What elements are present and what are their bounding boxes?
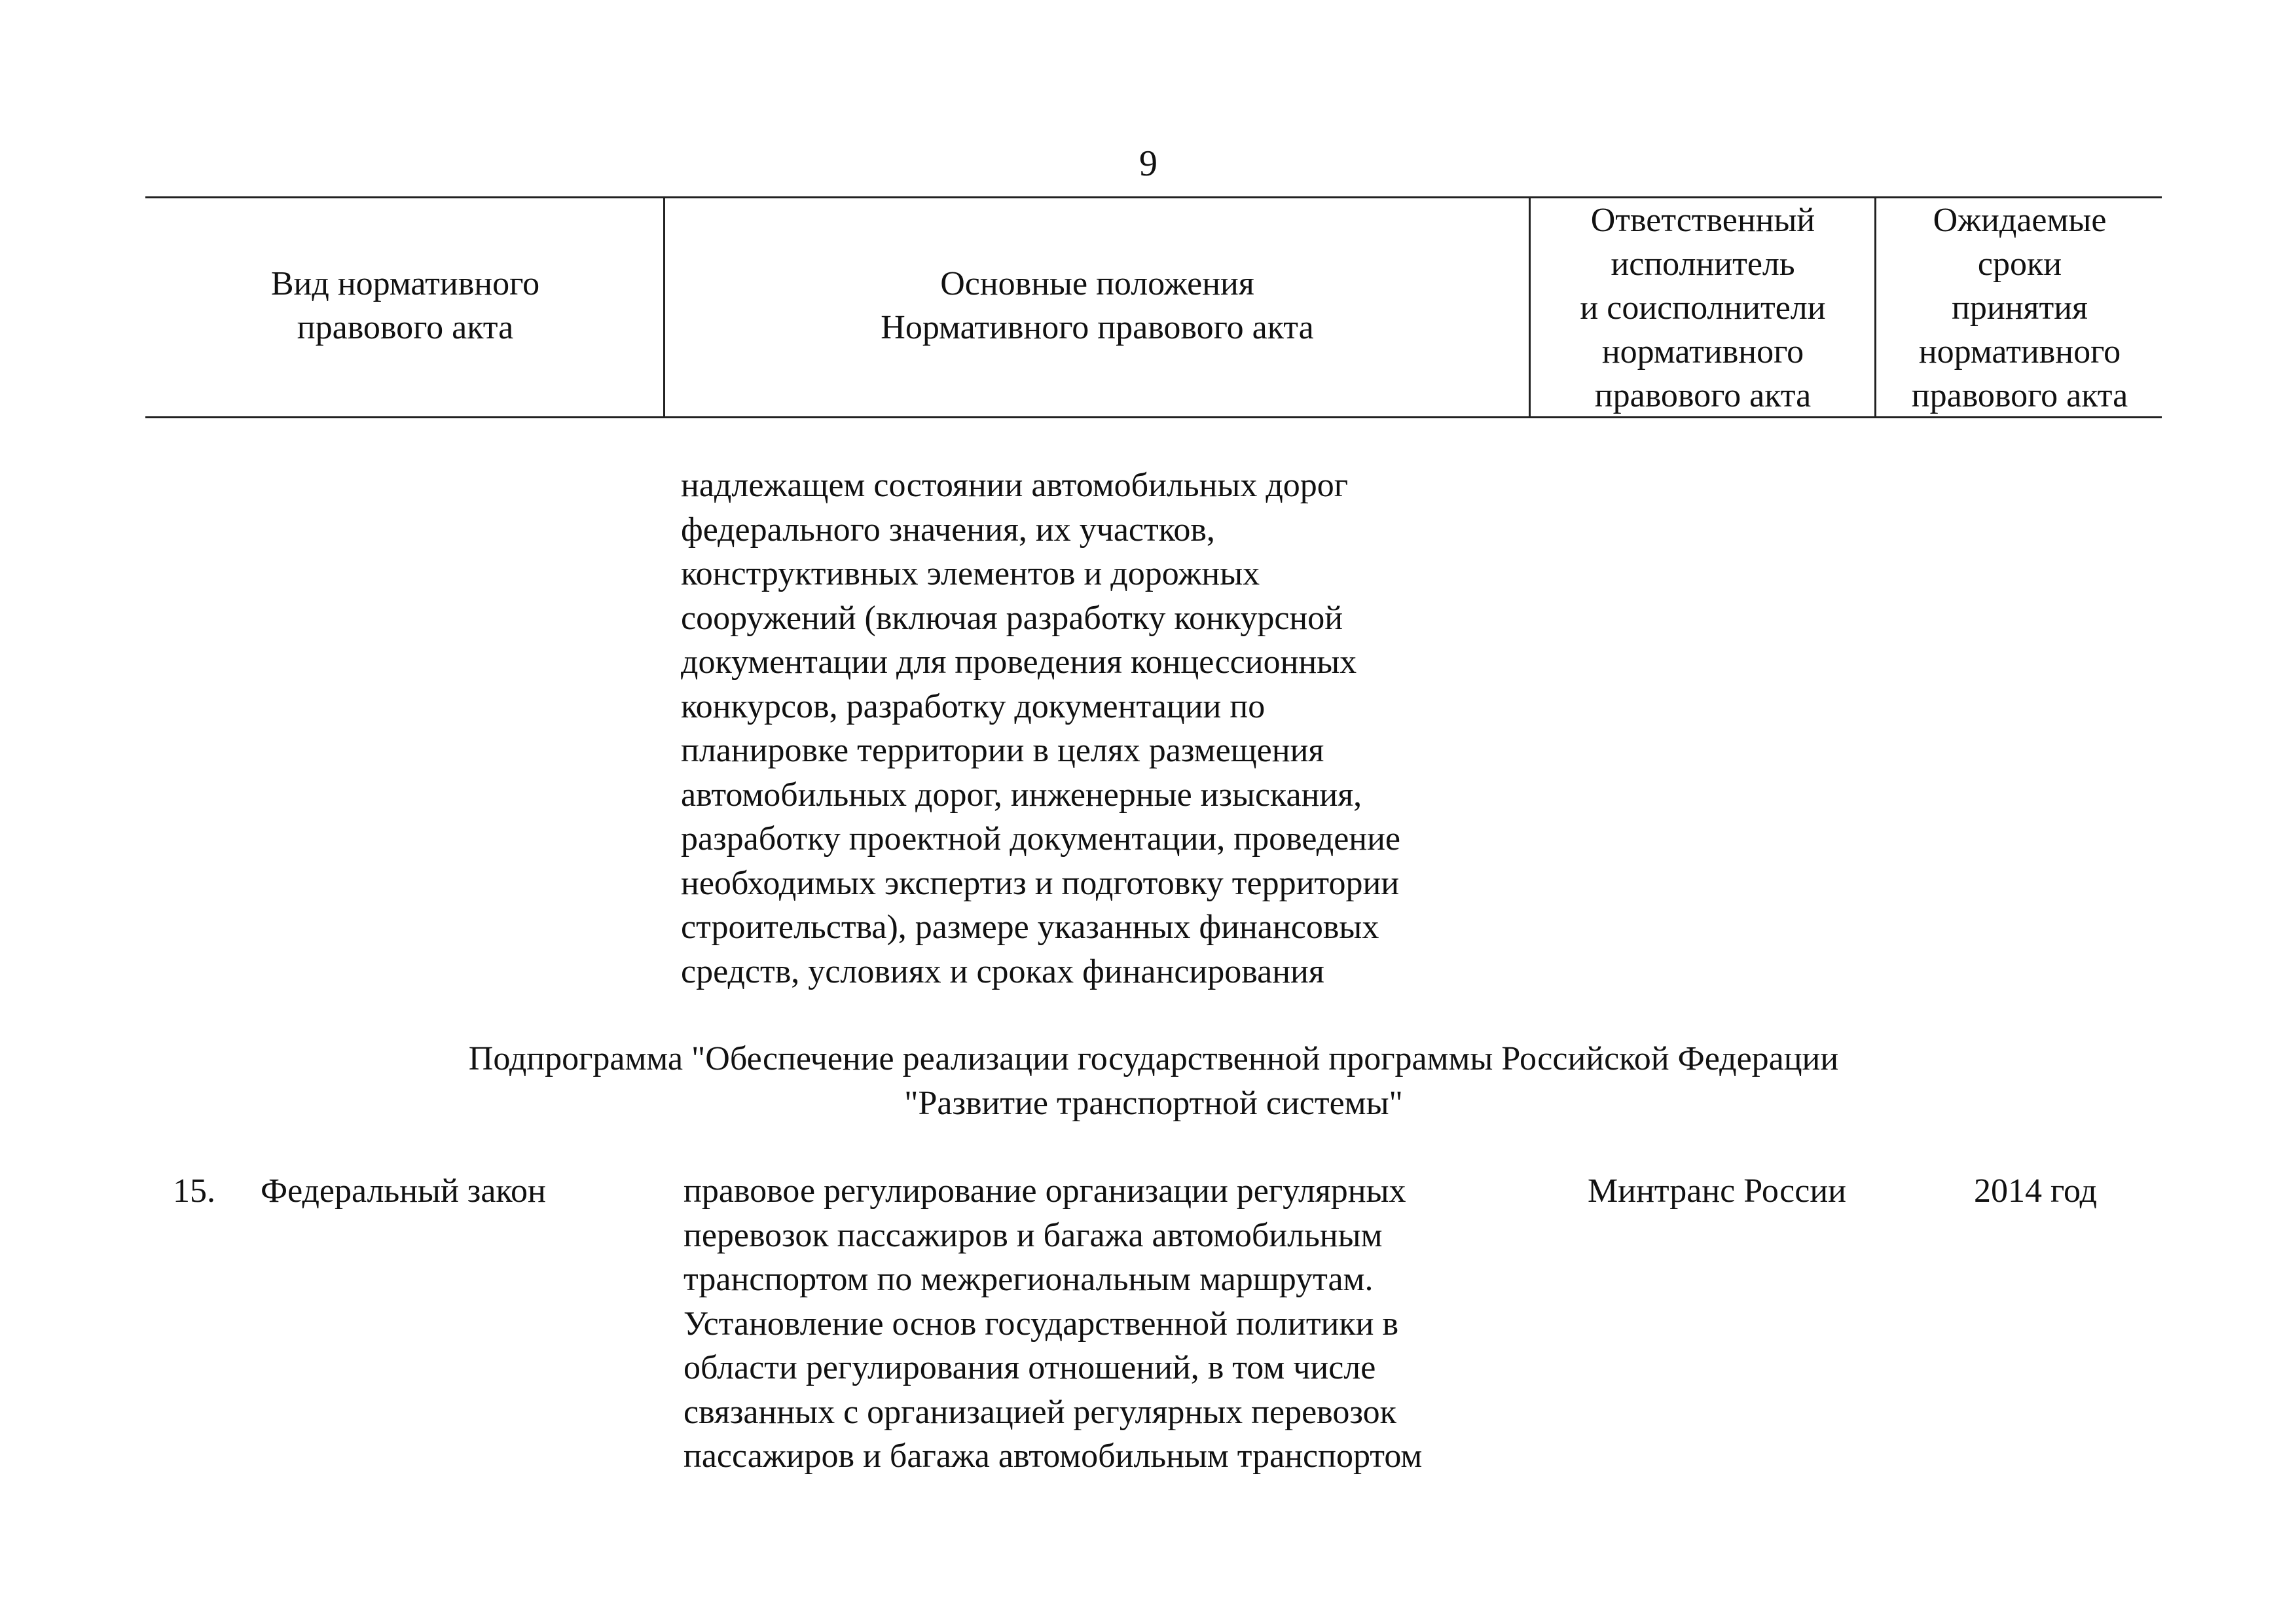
- header-line: и соисполнители: [1580, 289, 1826, 327]
- text-line: строительства), размере указанных финансовых: [681, 909, 1379, 946]
- header-line: нормативного: [1601, 333, 1804, 370]
- subprogram-line-1: Подпрограмма "Обеспечение реализации государственной программы Российской Федерации: [468, 1040, 1839, 1077]
- header-divider-2: [1529, 196, 1531, 418]
- header-line: Основные положения: [940, 265, 1254, 302]
- header-line: Ожидаемые: [1933, 202, 2107, 239]
- header-line: правового акта: [1594, 377, 1812, 414]
- header-line: Нормативного правового акта: [881, 309, 1314, 346]
- text-line: документации для проведения концессионных: [681, 643, 1357, 681]
- header-provisions: [666, 262, 1528, 350]
- row-number: 15.: [173, 1172, 215, 1210]
- text-line: связанных с организацией регулярных перевозок: [683, 1393, 1396, 1431]
- text-line: сооружений (включая разработку конкурсной: [681, 599, 1343, 637]
- row-responsible: Минтранс России: [1588, 1172, 1846, 1210]
- header-responsible: [1532, 198, 1874, 418]
- header-line: нормативного: [1918, 333, 2121, 370]
- header-line: принятия: [1952, 289, 2088, 327]
- header-line: Ответственный: [1590, 202, 1815, 239]
- header-act-type: [148, 262, 663, 350]
- header-divider-1: [663, 196, 665, 418]
- header-line: правового акта: [1911, 377, 2128, 414]
- text-line: перевозок пассажиров и багажа автомобильным: [683, 1216, 1383, 1254]
- continuation-text: [681, 463, 1532, 994]
- header-line: сроки: [1977, 245, 2062, 283]
- text-line: федерального значения, их участков,: [681, 511, 1215, 549]
- header-line: правового акта: [297, 309, 514, 346]
- text-line: планировке территории в целях размещения: [681, 732, 1324, 769]
- subprogram-heading: [145, 1037, 2162, 1125]
- header-deadline: [1878, 198, 2162, 418]
- text-line: автомобильных дорог, инженерные изыскания,: [681, 776, 1362, 814]
- text-line: разработку проектной документации, проведение: [681, 820, 1401, 857]
- text-line: конкурсов, разработку документации по: [681, 687, 1266, 725]
- text-line: надлежащем состоянии автомобильных дорог: [681, 467, 1349, 504]
- subprogram-line-2: "Развитие транспортной системы": [904, 1084, 1403, 1122]
- text-line: области регулирования отношений, в том числе: [683, 1349, 1376, 1386]
- text-line: правовое регулирование организации регулярных: [683, 1172, 1406, 1210]
- text-line: средств, условиях и сроках финансирования: [681, 952, 1324, 990]
- header-divider-3: [1874, 196, 1876, 418]
- text-line: необходимых экспертиз и подготовку территории: [681, 864, 1400, 902]
- header-line: исполнитель: [1611, 245, 1795, 283]
- page-number: 9: [1139, 143, 1157, 184]
- row-deadline: 2014 год: [1974, 1172, 2097, 1210]
- header-line: Вид нормативного: [270, 265, 540, 302]
- text-line: Установление основ государственной политики в: [683, 1305, 1399, 1343]
- text-line: пассажиров и багажа автомобильным транспортом: [683, 1437, 1423, 1475]
- text-line: конструктивных элементов и дорожных: [681, 555, 1260, 592]
- row-provisions: [683, 1169, 1535, 1479]
- row-act-type: Федеральный закон: [261, 1172, 546, 1210]
- text-line: транспортом по межрегиональным маршрутам.: [683, 1261, 1374, 1298]
